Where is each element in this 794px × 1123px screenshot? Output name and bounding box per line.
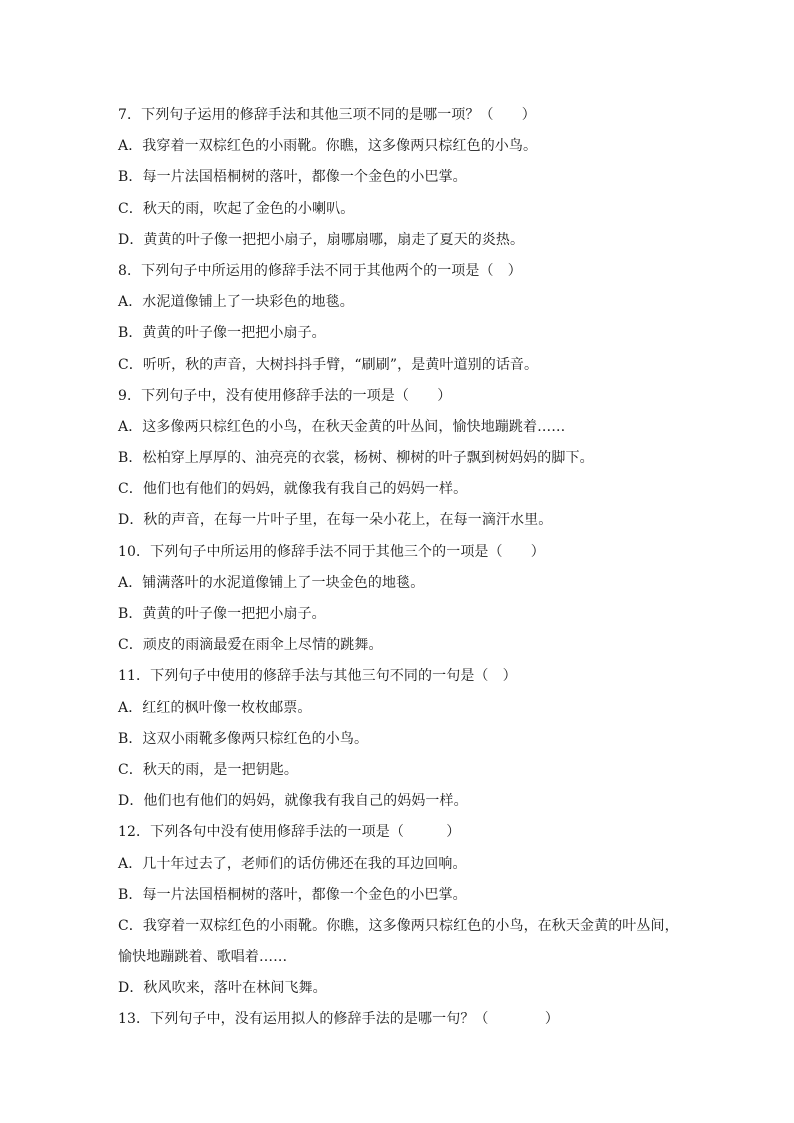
option-a: A．红红的枫叶像一枚枚邮票。 (118, 699, 312, 716)
option-a: A．几十年过去了，老师们的话仿佛还在我的耳边回响。 (118, 855, 467, 872)
option-c: C．我穿着一双棕红色的小雨靴。你瞧，这多像两只棕红色的小鸟，在秋天金黄的叶丛间， (118, 917, 679, 934)
question-stem: 7．下列句子运用的修辞手法和其他三项不同的是哪一项？（ ） (118, 107, 536, 123)
option-b: B．每一片法国梧桐树的落叶，都像一个金色的小巴掌。 (118, 886, 467, 903)
question-13 (118, 1004, 718, 1035)
question-stem: 8．下列句子中所运用的修辞手法不同于其他两个的一项是（ ） (118, 262, 522, 279)
option-c: C．顽皮的雨滴最爱在雨伞上尽情的跳舞。 (118, 637, 383, 654)
option-d: D．秋风吹来，落叶在林间飞舞。 (118, 980, 327, 997)
option-a: A．我穿着一双棕红色的小雨靴。你瞧，这多像两只棕红色的小鸟。 (118, 138, 538, 155)
question-8 (118, 256, 718, 381)
option-b: B．松柏穿上厚厚的、油亮亮的衣裳，杨树、柳树的叶子飘到树妈妈的脚下。 (118, 450, 594, 467)
question-stem: 11．下列句子中使用的修辞手法与其他三句不同的一句是（ ） (118, 668, 517, 685)
question-stem: 9．下列句子中，没有使用修辞手法的一项是（ ） (118, 387, 452, 404)
question-list (118, 100, 718, 1036)
option-c-continued: 愉快地蹦跳着、歌唱着…… (118, 949, 288, 966)
question-12 (118, 817, 718, 1004)
option-b: B．每一片法国梧桐树的落叶，都像一个金色的小巴掌。 (118, 169, 467, 186)
option-d: D．他们也有他们的妈妈，就像我有我自己的妈妈一样。 (118, 793, 468, 810)
option-b: B．黄黄的叶子像一把把小扇子。 (118, 606, 326, 622)
option-b: B．黄黄的叶子像一把把小扇子。 (118, 325, 326, 342)
question-stem: 12．下列各句中没有使用修辞手法的一项是（ ） (118, 824, 461, 841)
question-7 (118, 100, 718, 256)
question-9 (118, 381, 718, 537)
question-11 (118, 661, 718, 817)
option-d: D．秋的声音，在每一片叶子里，在每一朵小花上，在每一滴汗水里。 (118, 512, 553, 529)
option-c: C．秋天的雨，吹起了金色的小喇叭。 (118, 200, 355, 217)
option-c: C．他们也有他们的妈妈，就像我有我自己的妈妈一样。 (118, 481, 468, 498)
option-a: A．铺满落叶的水泥道像铺上了一块金色的地毯。 (118, 574, 425, 591)
option-c: C．秋天的雨，是一把钥匙。 (118, 761, 299, 778)
option-d: D．黄黄的叶子像一把把小扇子，扇哪扇哪，扇走了夏天的炎热。 (118, 231, 525, 248)
question-10 (118, 537, 718, 662)
question-stem: 10．下列句子中所运用的修辞手法不同于其他三个的一项是（ ） (118, 543, 545, 560)
option-a: A．这多像两只棕红色的小鸟，在秋天金黄的叶丛间，愉快地蹦跳着…… (118, 418, 566, 435)
option-a: A．水泥道像铺上了一块彩色的地毯。 (118, 294, 354, 311)
question-stem: 13．下列句子中，没有运用拟人的修辞手法的是哪一句？（ ） (118, 1011, 560, 1028)
option-b: B．这双小雨靴多像两只棕红色的小鸟。 (118, 730, 369, 747)
option-c: C．听听，秋的声音，大树抖抖手臂，“刷刷”，是黄叶道别的话音。 (118, 356, 539, 373)
